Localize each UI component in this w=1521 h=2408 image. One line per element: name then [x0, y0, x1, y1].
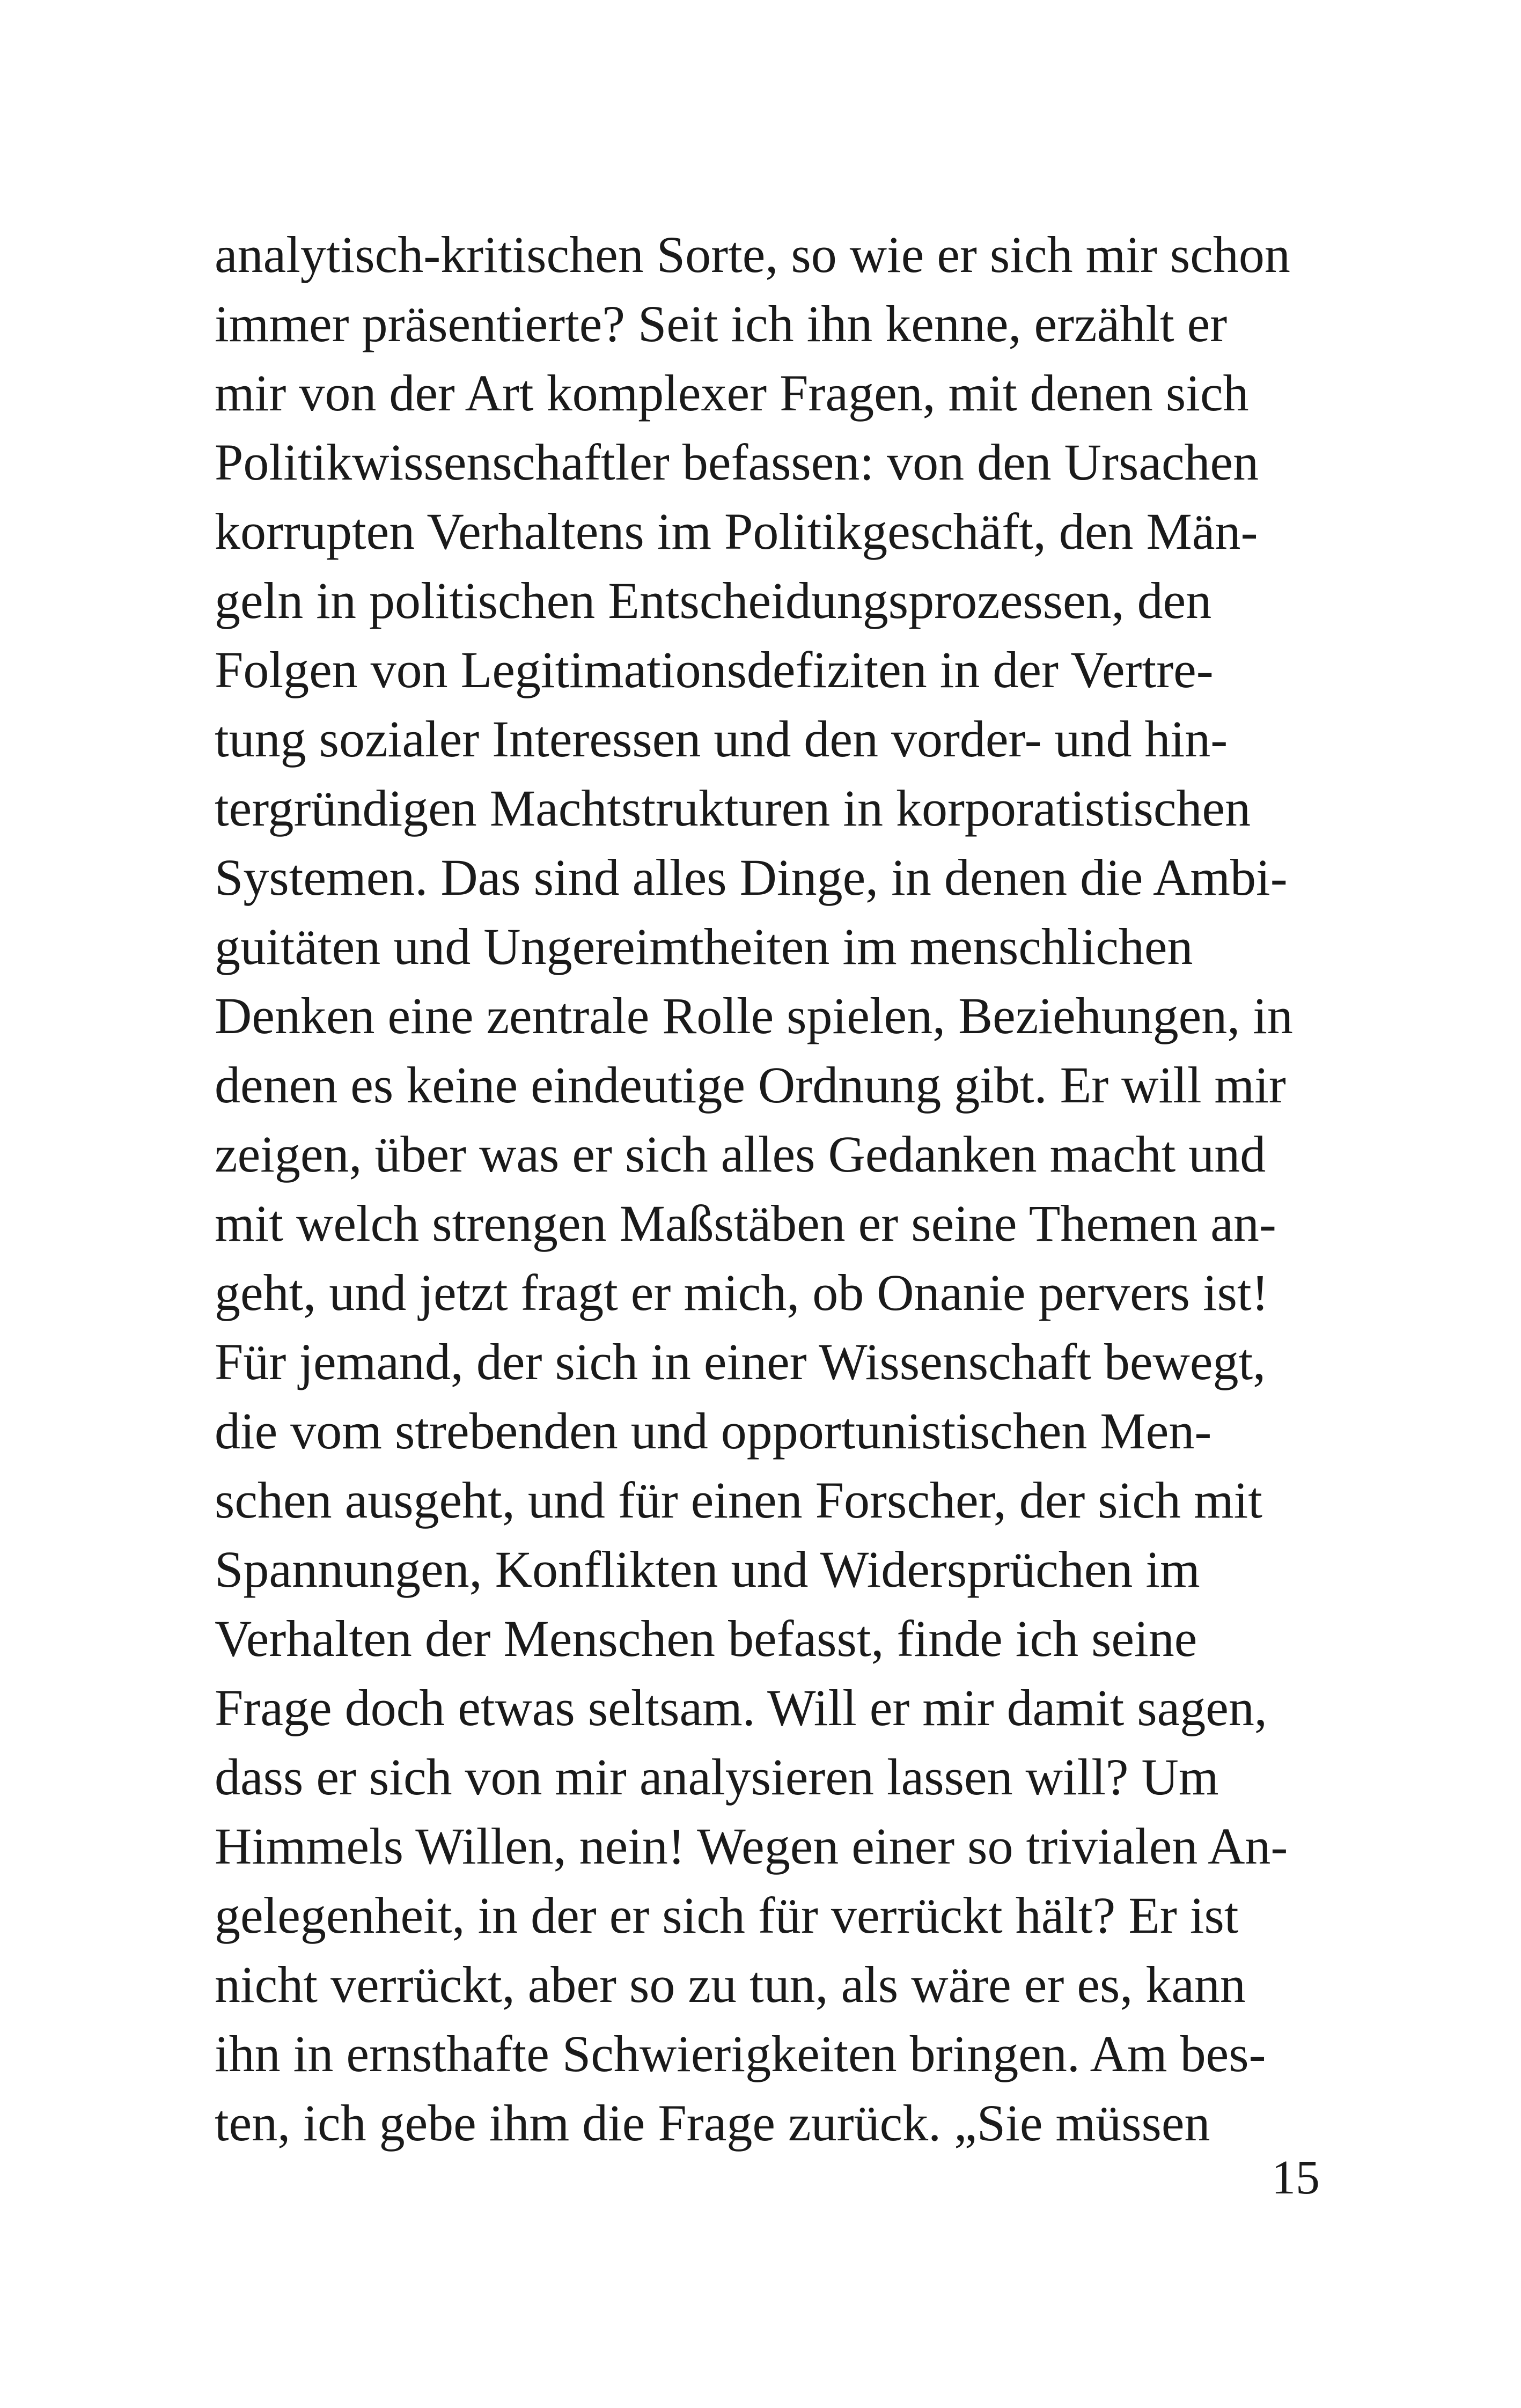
text-line: mir von der Art komplexer Fragen, mit denen sich	[215, 364, 1249, 422]
text-line: Spannungen, Konflikten und Widersprüchen im	[215, 1541, 1200, 1598]
body-text	[215, 220, 1320, 2157]
text-line: schen ausgeht, und für einen Forscher, der sich mit	[215, 1471, 1262, 1529]
text-line: tergründigen Machtstrukturen in korporatistischen	[215, 779, 1251, 837]
text-line: Denken eine zentrale Rolle spielen, Beziehungen, in	[215, 987, 1293, 1044]
text-line: ihn in ernsthafte Schwierigkeiten bringen. Am bes-	[215, 2025, 1266, 2082]
text-line: geht, und jetzt fragt er mich, ob Onanie pervers ist!	[215, 1264, 1269, 1321]
text-line: korrupten Verhaltens im Politikgeschäft, den Män-	[215, 503, 1258, 560]
text-line: Systemen. Das sind alles Dinge, in denen die Ambi-	[215, 849, 1288, 906]
text-line: analytisch-kritischen Sorte, so wie er sich mir schon	[215, 226, 1290, 283]
text-line: Frage doch etwas seltsam. Will er mir damit sagen,	[215, 1679, 1267, 1736]
text-line: dass er sich von mir analysieren lassen will? Um	[215, 1748, 1219, 1806]
text-line: gelegenheit, in der er sich für verrückt hält? Er ist	[215, 1887, 1239, 1944]
text-line: Für jemand, der sich in einer Wissenschaft bewegt,	[215, 1333, 1266, 1390]
page-number: 15	[1272, 2151, 1320, 2204]
text-line: denen es keine eindeutige Ordnung gibt. Er will mir	[215, 1056, 1286, 1114]
text-line: Folgen von Legitimationsdefiziten in der Vertre-	[215, 641, 1214, 698]
text-line: Verhalten der Menschen befasst, finde ich seine	[215, 1610, 1197, 1667]
text-line: tung sozialer Interessen und den vorder- und hin-	[215, 710, 1228, 768]
text-line: nicht verrückt, aber so zu tun, als wäre er es, kann	[215, 1956, 1246, 2013]
text-line: guitäten und Ungereimtheiten im menschlichen	[215, 918, 1193, 975]
text-line: Himmels Willen, nein! Wegen einer so trivialen An-	[215, 1817, 1288, 1875]
text-line: ten, ich gebe ihm die Frage zurück. „Sie müssen	[215, 2094, 1210, 2152]
text-line: die vom strebenden und opportunistischen Men-	[215, 1402, 1212, 1460]
text-line: zeigen, über was er sich alles Gedanken macht und	[215, 1125, 1266, 1183]
text-line: geln in politischen Entscheidungsprozessen, den	[215, 572, 1212, 629]
text-line: Politikwissenschaftler befassen: von den Ursachen	[215, 433, 1259, 491]
text-line: immer präsentierte? Seit ich ihn kenne, erzählt er	[215, 295, 1228, 352]
text-line: mit welch strengen Maßstäben er seine Themen an-	[215, 1195, 1276, 1252]
